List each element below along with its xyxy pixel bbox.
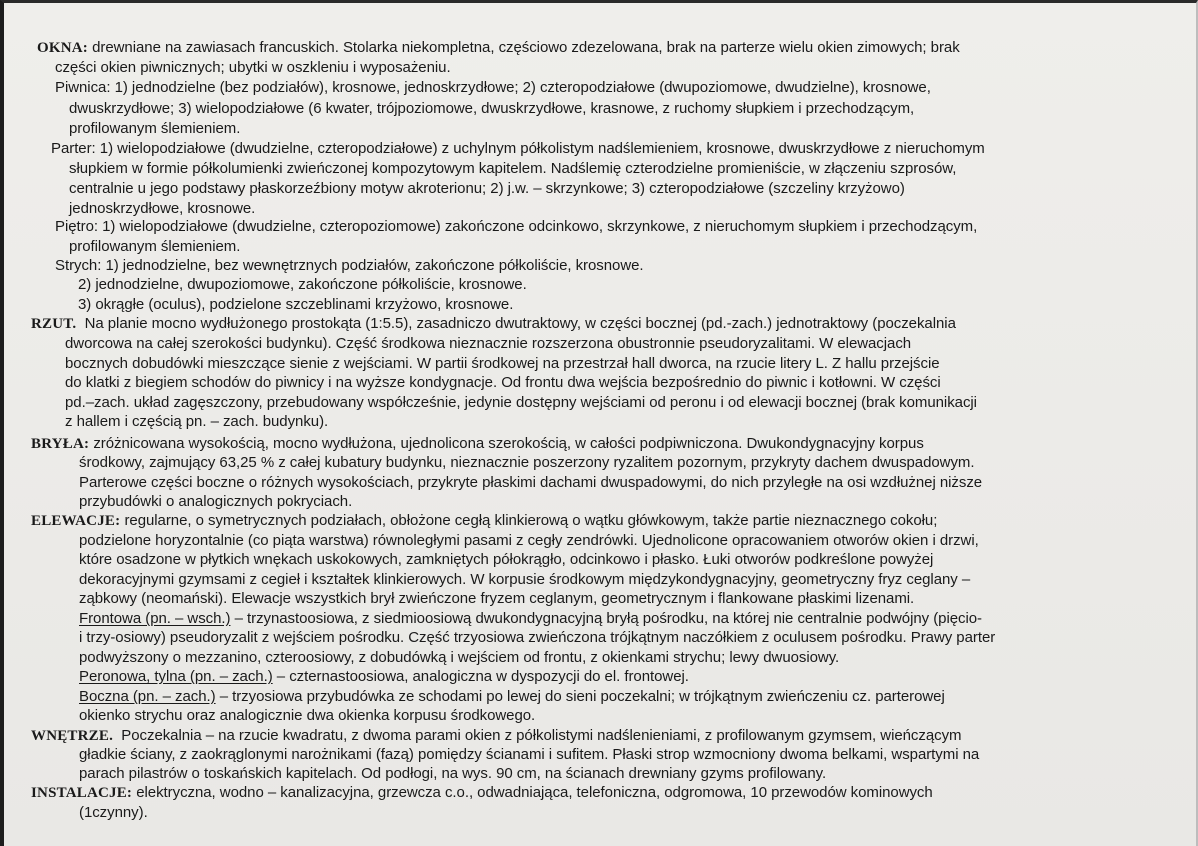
okna-line-2: części okien piwnicznych; ubytki w oszkleniu i wyposażeniu. bbox=[55, 59, 451, 76]
bryla-text: zróżnicowana wysokością, mocno wydłużona, ujednolicona szerokością, w całości podpiwniczona. Dwukondygnacyjny korpus bbox=[93, 435, 924, 452]
bryla-line-3: Parterowe części boczne o różnych wysokościach, przykryte płaskimi dachami dwuspadowymi, do nich przyległe na osi wzdłużnej niższe bbox=[79, 474, 983, 491]
boczna-text: – trzyosiowa przybudówka ze schodami po lewej do sieni poczekalni; w trójkątnym zwieńczeniu cz. parterowej bbox=[219, 688, 945, 705]
okna-pietro-line-1: Piętro: 1) wielopodziałowe (dwudzielne, czteropoziomowe) zakończone odcinkowo, skrzynkowe, z nieruchomym słupkiem i przechodzącym, bbox=[55, 218, 978, 235]
rzut-line-3: bocznych dobudówki mieszczące sienie z wejściami. W partii środkowej na przestrzał hall dworca, na rzucie litery L. Z hallu przejście bbox=[65, 355, 940, 372]
wnetrze-heading: WNĘTRZE. bbox=[31, 728, 114, 744]
wnetrze-line-2: gładkie ściany, z zaokrąglonymi narożnikami (fazą) pomiędzy ścianami i sufitem. Płaski strop wzmocniony dwoma belkami, wspartymi na bbox=[79, 746, 980, 763]
frontowa-label: Frontowa (pn. – wsch.) bbox=[79, 610, 231, 627]
elewacje-frontowa-line-1 bbox=[79, 609, 982, 629]
wnetrze-line-1 bbox=[31, 726, 961, 746]
instalacje-text: elektryczna, wodno – kanalizacyjna, grzewcza c.o., odwadniająca, telefoniczna, odgromowa, 10 przewodów kominowych bbox=[136, 784, 933, 801]
okna-parter-line-4: jednoskrzydłowe, krosnowe. bbox=[69, 200, 256, 217]
bryla-line-4: przybudówki o analogicznych pokryciach. bbox=[79, 493, 353, 510]
okna-parter-line-1: Parter: 1) wielopodziałowe (dwudzielne, czteropodziałowe) z uchylnym półkolistym nadślemieniem, krosnowe, dwuskrzydłowe z nieruchomym bbox=[51, 140, 985, 157]
rzut-text: Na planie mocno wydłużonego prostokąta (1:5.5), zasadniczo dwutraktowy, w części bocznej (pd.-zach.) jednotraktowy (poczekalnia bbox=[84, 315, 956, 332]
okna-strych-line-1: Strych: 1) jednodzielne, bez wewnętrznych podziałów, zakończone półkoliście, krosnowe. bbox=[55, 257, 644, 274]
elewacje-boczna-line-2: okienko strychu oraz analogicznie dwa okienka korpusu środkowego. bbox=[79, 707, 536, 724]
elewacje-frontowa-line-2: i trzy-osiowy) pseudoryzalit z wejściem pośrodku. Część trzyosiowa zwieńczona trójkątnym naczółkiem z oculusem pośrodku. Prawy parter bbox=[79, 629, 996, 646]
elewacje-peronowa-line bbox=[79, 667, 689, 687]
instalacje-heading: INSTALACJE: bbox=[31, 785, 133, 801]
okna-heading: OKNA: bbox=[37, 40, 88, 56]
wnetrze-text: Poczekalnia – na rzucie kwadratu, z dwoma parami okien z półkolistymi nadślenieniami, z profilowanym gzymsem, wieńczącym bbox=[121, 727, 962, 744]
wnetrze-line-3: parach pilastrów o toskańskich kapitelach. Od podłogi, na wys. 90 cm, na ścianach drewniany gzyms profilowany. bbox=[79, 765, 827, 782]
elewacje-boczna-line-1 bbox=[79, 687, 945, 707]
elewacje-line-2: podzielone horyzontalnie (co piąta warstwa) równoległymi pasami z cegły zendrówki. Ujednolicone opracowaniem otworów okien i drzwi, bbox=[79, 532, 979, 549]
okna-piwnica-line-1: Piwnica: 1) jednodzielne (bez podziałów), krosnowe, jednoskrzydłowe; 2) czteropodziałowe (dwupoziomowe, dwudzielne), krosnowe, bbox=[55, 79, 931, 96]
okna-strych-line-3: 3) okrągłe (oculus), podzielone szczeblinami krzyżowo, krosnowe. bbox=[78, 296, 514, 313]
instalacje-line-2: (1czynny). bbox=[79, 804, 148, 821]
elewacje-text: regularne, o symetrycznych podziałach, obłożone cegłą klinkierową o wątku główkowym, także partie nieznacznego cokołu; bbox=[124, 512, 938, 529]
rzut-line-5: pd.–zach. układ zagęszczony, przebudowany współcześnie, jedynie dostępny wejściami od peronu i od elewacji bocznej (brak komunikacji bbox=[65, 394, 977, 411]
elewacje-line-4: dekoracyjnymi gzymsami z cegieł i kształtek klinkierowych. W korpusie środkowym międzykondygnacyjny, geometryczny fryz ceglany – bbox=[79, 571, 971, 588]
elewacje-frontowa-line-3: podwyższony o mezzanino, czteroosiowy, z dobudówką i wejściem od frontu, z okienkami strychu; lewy dwuosiowy. bbox=[79, 649, 840, 666]
boczna-label: Boczna (pn. – zach.) bbox=[79, 688, 216, 705]
okna-line-1 bbox=[37, 38, 960, 58]
elewacje-line-3: które osadzone w płytkich wnękach uskokowych, zamkniętych półokrągło, odcinkowo i płasko. Łuki otworów podkreślone powyżej bbox=[79, 551, 934, 568]
okna-piwnica-line-3: profilowanym ślemieniem. bbox=[69, 120, 241, 137]
okna-text: drewniane na zawiasach francuskich. Stolarka niekompletna, częściowo zdezelowana, brak na parterze wielu okien zimowych; brak bbox=[92, 39, 960, 56]
rzut-line-6: z hallem i częścią pn. – zach. budynku). bbox=[65, 413, 329, 430]
bryla-heading: BRYŁA: bbox=[31, 436, 90, 452]
elewacje-heading: ELEWACJE: bbox=[31, 513, 121, 529]
okna-pietro-line-2: profilowanym ślemieniem. bbox=[69, 238, 241, 255]
instalacje-line-1 bbox=[31, 783, 933, 803]
frontowa-text: – trzynastoosiowa, z siedmioosiową dwukondygnacyjną bryłą pośrodku, na której nie centralnie podwójny (pięcio- bbox=[234, 610, 982, 627]
okna-strych-line-2: 2) jednodzielne, dwupoziomowe, zakończone półkoliście, krosnowe. bbox=[78, 276, 527, 293]
bryla-line-1 bbox=[31, 434, 924, 454]
rzut-line-4: do klatki z biegiem schodów do piwnicy i na wyższe kondygnacje. Od frontu dwa wejścia bezpośrednio do piwnic i kotłowni. W części bbox=[65, 374, 941, 391]
elewacje-line-1 bbox=[31, 511, 937, 531]
peronowa-label: Peronowa, tylna (pn. – zach.) bbox=[79, 668, 273, 685]
okna-parter-line-2: słupkiem w formie półkolumienki zwieńczonej kompozytowym kapitelem. Nadślemię czterodzielne promieniście, w złączeniu szprosów, bbox=[69, 160, 957, 177]
rzut-heading: RZUT. bbox=[31, 316, 77, 332]
rzut-line-1 bbox=[31, 314, 956, 334]
bryla-line-2: środkowy, zajmujący 63,25 % z całej kubatury budynku, nieznacznie poszerzony ryzalitem pozornym, przykryty dachem dwuspadowym. bbox=[79, 454, 975, 471]
okna-piwnica-line-2: dwuskrzydłowe; 3) wielopodziałowe (6 kwater, trójpoziomowe, dwuskrzydłowe, krasnowe, z ruchomy słupkiem i przechodzącym, bbox=[69, 100, 915, 117]
okna-parter-line-3: centralnie u jego podstawy płaskorzeźbiony motyw akroterionu; 2) j.w. – skrzynkowe; 3) czteropodziałowe (szczeliny krzyżowo) bbox=[69, 180, 905, 197]
elewacje-line-5: ząbkowy (neomański). Elewacje wszystkich brył zwieńczone fryzem ceglanym, geometrycznym i flankowane płaskimi lizenami. bbox=[79, 590, 915, 607]
peronowa-text: – czternastoosiowa, analogiczna w dyspozycji do el. frontowej. bbox=[276, 668, 689, 685]
rzut-line-2: dworcowa na całej szerokości budynku). Część środkowa nieznacznie rozszerzona obustronnie pseudoryzalitami. W elewacjach bbox=[65, 335, 912, 352]
